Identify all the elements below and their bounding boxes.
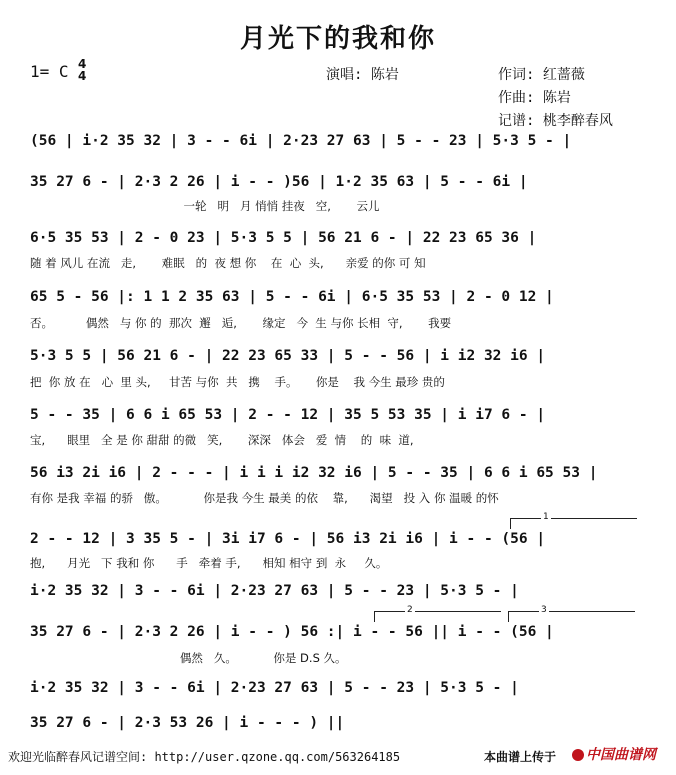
key-signature: 1= C xyxy=(30,62,69,81)
footer-link-text: 欢迎光临醉春风记谱空间: http://user.qzone.qq.com/563264185 xyxy=(8,750,401,764)
notation-row-10: 35 27 6 - | 2·3 2 26 | i - - ) 56 :| i - - 56 || i - - (56 | xyxy=(30,624,554,640)
notation-row-12: 35 27 6 - | 2·3 53 26 | i - - - ) || xyxy=(30,715,345,731)
lyric-row-2: 一轮 明 月 悄悄 挂夜 空, 云儿 xyxy=(30,199,380,213)
notation-row-6: 5 - - 35 | 6 6 i 65 53 | 2 - - 12 | 35 5 53 35 | i i7 6 - | xyxy=(30,407,546,423)
song-title: 月光下的我和你 xyxy=(239,24,436,54)
lyric-row-4: 否。 偶然 与 你 的 那次 邂 逅, 缘定 今 生 与你 长相 守, 我要 xyxy=(30,316,452,330)
composer-credit: 作曲: 陈岩 xyxy=(498,90,571,106)
notation-row-1: (56 | i·2 35 32 | 3 - - 6i | 2·23 27 63 | 5 - - 23 | 5·3 5 - | xyxy=(30,133,572,149)
upload-note: 本曲谱上传于 xyxy=(484,750,557,764)
transcriber-credit: 记谱: 桃李醉春风 xyxy=(498,113,613,129)
lyric-row-3: 随 着 风儿 在流 走, 难眠 的 夜 想 你 在 心 头, 亲爱 的你 可 知 xyxy=(30,256,426,270)
notation-row-7: 56 i3 2i i6 | 2 - - - | i i i i2 32 i6 | 5 - - 35 | 6 6 i 65 53 | xyxy=(30,465,598,481)
volta-3 xyxy=(508,605,635,622)
lyric-row-7: 有你 是我 幸福 的骄 傲。 你是我 今生 最美 的依 靠, 渴望 投 入 你 温暖 的怀 xyxy=(30,491,499,505)
singer-credit: 演唱: 陈岩 xyxy=(326,67,399,83)
notation-row-3: 6·5 35 53 | 2 - 0 23 | 5·3 5 5 | 56 21 6 - | 22 23 65 36 | xyxy=(30,230,537,246)
notation-row-8: 2 - - 12 | 3 35 5 - | 3i i7 6 - | 56 i3 2i i6 | i - - (56 | xyxy=(30,531,546,547)
notation-row-5: 5·3 5 5 | 56 21 6 - | 22 23 65 33 | 5 - - 56 | i i2 32 i6 | xyxy=(30,348,546,364)
logo-mark-icon xyxy=(572,749,584,761)
notation-row-9: i·2 35 32 | 3 - - 6i | 2·23 27 63 | 5 - - 23 | 5·3 5 - | xyxy=(30,583,519,599)
volta-1-label: 1 xyxy=(543,512,549,522)
lyric-row-8: 抱, 月光 下 我和 你 手 牵着 手, 相知 相守 到 永 久。 xyxy=(30,556,388,570)
volta-1 xyxy=(510,512,637,529)
volta-2-label: 2 xyxy=(407,605,413,615)
time-signature-bottom: 4 xyxy=(78,69,87,83)
time-signature xyxy=(78,58,86,82)
time-signature-top: 4 xyxy=(78,57,87,71)
volta-2 xyxy=(374,605,501,622)
site-logo xyxy=(572,744,656,764)
lyricist-credit: 作词: 红蔷薇 xyxy=(498,67,585,83)
notation-row-2: 35 27 6 - | 2·3 2 26 | i - - )56 | 1·2 35 63 | 5 - - 6i | xyxy=(30,174,528,190)
lyric-row-10: 偶然 久。 你是 D.S 久。 xyxy=(30,651,347,665)
notation-row-4: 65 5 - 56 |: 1 1 2 35 63 | 5 - - 6i | 6·5 35 53 | 2 - 0 12 | xyxy=(30,289,554,305)
lyric-row-5: 把 你 放 在 心 里 头, 甘苦 与你 共 携 手。 你是 我 今生 最珍 贵的 xyxy=(30,375,445,389)
volta-3-label: 3 xyxy=(541,605,547,615)
logo-text: 中国曲谱网 xyxy=(586,747,656,763)
notation-row-11: i·2 35 32 | 3 - - 6i | 2·23 27 63 | 5 - - 23 | 5·3 5 - | xyxy=(30,680,519,696)
lyric-row-6: 宝, 眼里 全 是 你 甜甜 的微 笑, 深深 体会 爱 情 的 味 道, xyxy=(30,433,414,447)
